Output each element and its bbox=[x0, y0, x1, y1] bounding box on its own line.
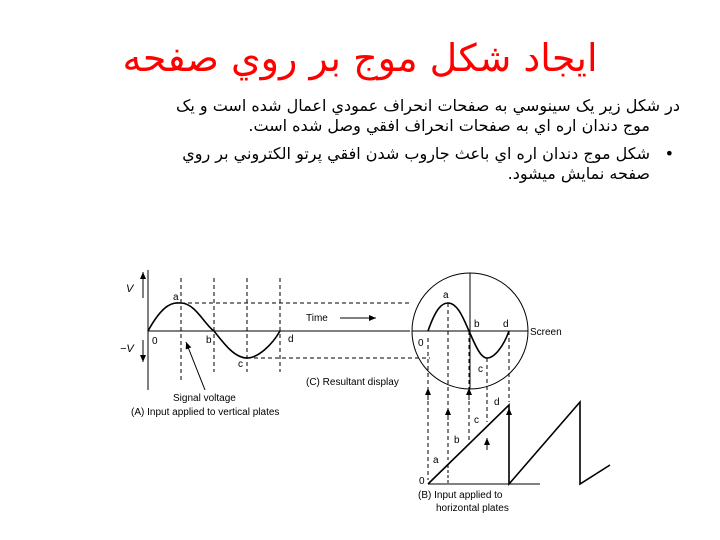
label-b-b: b bbox=[454, 435, 460, 446]
signal-arrow bbox=[186, 342, 205, 390]
label-a-d: d bbox=[288, 334, 294, 345]
label-c-b: b bbox=[474, 319, 480, 330]
bullet-line-1: شکل موج دندان اره اي باعث جاروب شدن افقي پرتو الکتروني بر روي bbox=[182, 144, 650, 163]
label-b-zero: 0 bbox=[419, 476, 425, 487]
label-a-a: a bbox=[173, 292, 179, 303]
label-v: V bbox=[126, 283, 134, 295]
horizontal-input-panel bbox=[418, 397, 610, 514]
label-time: Time bbox=[306, 313, 328, 324]
caption-b-line2: horizontal plates bbox=[436, 503, 509, 514]
caption-a: (A) Input applied to vertical plates bbox=[131, 407, 280, 418]
bullet-line-2: صفحه نمايش ميشود. bbox=[507, 164, 650, 183]
label-b-c: c bbox=[474, 415, 479, 426]
slide-title: ايجاد شکل موج بر روي صفحه bbox=[122, 36, 598, 80]
resultant-display-panel bbox=[306, 273, 562, 480]
label-c-a: a bbox=[443, 290, 449, 301]
label-b-a: a bbox=[433, 455, 439, 466]
label-c-d: d bbox=[503, 319, 509, 330]
caption-b-line1: (B) Input applied to bbox=[418, 490, 503, 501]
label-minus-v: −V bbox=[120, 343, 134, 355]
label-signal-voltage: Signal voltage bbox=[173, 393, 236, 404]
intro-line-2: موج دندان اره اي به صفحات انحراف افقي وصل شده است. bbox=[248, 116, 650, 135]
label-screen: Screen bbox=[530, 327, 562, 338]
caption-c: (C) Resultant display bbox=[306, 377, 399, 388]
intro-line-1: در شکل زير يک سينوسي به صفحات انحراف عمودي اعمال شده است و يک bbox=[176, 96, 680, 115]
label-c-zero: 0 bbox=[418, 338, 424, 349]
vertical-input-panel bbox=[120, 270, 430, 418]
label-b-d: d bbox=[494, 397, 500, 408]
label-a-zero: 0 bbox=[152, 336, 158, 347]
label-a-c: c bbox=[238, 359, 243, 370]
label-a-b: b bbox=[206, 335, 212, 346]
label-c-c: c bbox=[478, 364, 483, 375]
